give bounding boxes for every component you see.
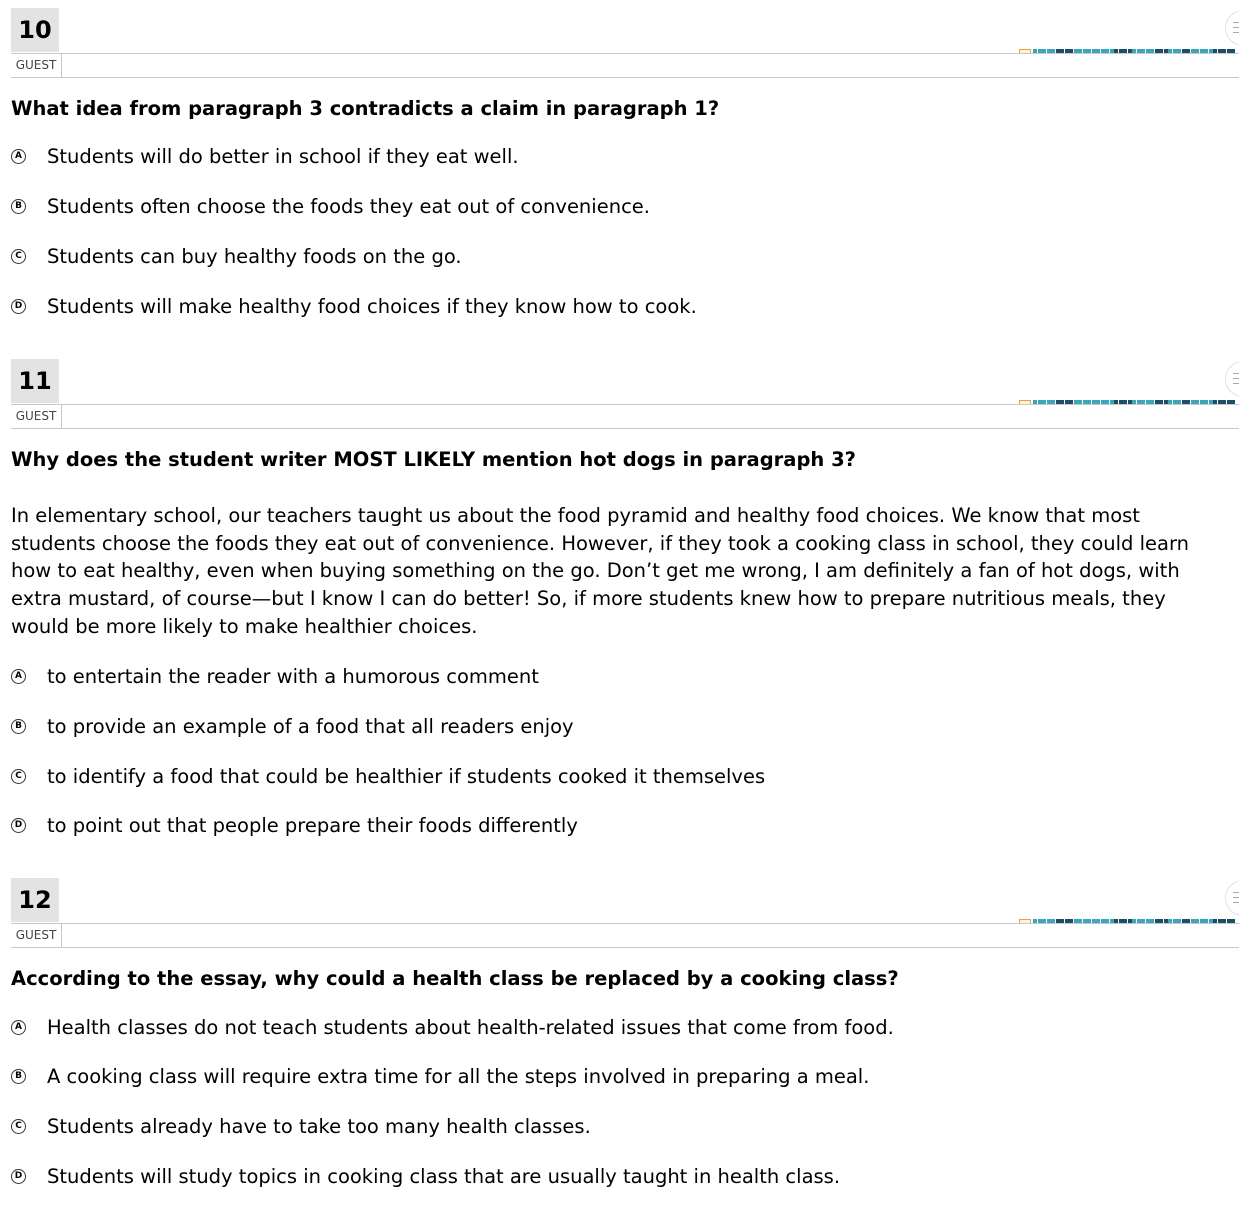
- answer-option-d[interactable]: [11, 1162, 840, 1190]
- question-text: Why does the student writer MOST LIKELY mention hot dogs in paragraph 3?: [11, 448, 856, 471]
- answer-option-a[interactable]: [11, 662, 539, 690]
- menu-icon[interactable]: [1225, 10, 1239, 46]
- passage-excerpt: In elementary school, our teachers taught us about the food pyramid and healthy food choices. We know that most students choose the foods they eat out of convenience. However, if they took a cooking class in school, they could learn how to eat healthy, even when buying something on the go. Don’t get me wrong, I am definitely a fan of hot dogs, with extra mustard, of course—but I know I can do better! So, if more students knew how to prepare nutritious meals, they would be more likely to make healthier choices.: [11, 504, 1190, 638]
- radio-c-icon[interactable]: C: [11, 1119, 26, 1134]
- radio-c-icon[interactable]: C: [11, 249, 26, 264]
- menu-icon[interactable]: [1225, 880, 1239, 916]
- option-text: Students already have to take too many health classes.: [47, 1114, 591, 1138]
- answer-option-c[interactable]: [11, 762, 765, 790]
- option-text: A cooking class will require extra time for all the steps involved in preparing a meal.: [47, 1064, 870, 1088]
- user-tag: GUEST: [11, 54, 62, 77]
- radio-c-icon[interactable]: C: [11, 769, 26, 784]
- radio-b-icon[interactable]: B: [11, 719, 26, 734]
- question-number: 10: [11, 8, 59, 52]
- user-tag: GUEST: [11, 405, 62, 428]
- answer-option-b[interactable]: [11, 1062, 869, 1090]
- answer-option-d[interactable]: [11, 292, 697, 320]
- option-text: to entertain the reader with a humorous comment: [47, 664, 539, 688]
- question-number: 11: [11, 359, 59, 403]
- menu-icon[interactable]: [1225, 361, 1239, 397]
- radio-d-icon[interactable]: D: [11, 1169, 26, 1184]
- answer-option-b[interactable]: [11, 192, 650, 220]
- option-text: Students will study topics in cooking class that are usually taught in health class.: [47, 1164, 841, 1188]
- answer-option-c[interactable]: [11, 242, 462, 270]
- answer-option-d[interactable]: [11, 811, 578, 839]
- radio-a-icon[interactable]: A: [11, 1020, 26, 1035]
- option-text: Students will make healthy food choices if they know how to cook.: [47, 294, 697, 318]
- radio-a-icon[interactable]: A: [11, 669, 26, 684]
- answer-option-c[interactable]: [11, 1112, 591, 1140]
- option-text: Students can buy healthy foods on the go.: [47, 244, 462, 268]
- option-text: Health classes do not teach students about health-related issues that come from food.: [47, 1015, 894, 1039]
- option-text: Students will do better in school if they eat well.: [47, 144, 519, 168]
- question-number: 12: [11, 878, 59, 922]
- option-text: to identify a food that could be healthier if students cooked it themselves: [47, 764, 766, 788]
- radio-b-icon[interactable]: B: [11, 199, 26, 214]
- question-text: What idea from paragraph 3 contradicts a claim in paragraph 1?: [11, 97, 720, 120]
- answer-option-b[interactable]: [11, 712, 574, 740]
- radio-a-icon[interactable]: A: [11, 149, 26, 164]
- radio-b-icon[interactable]: B: [11, 1069, 26, 1084]
- radio-d-icon[interactable]: D: [11, 818, 26, 833]
- radio-d-icon[interactable]: D: [11, 299, 26, 314]
- question-text: According to the essay, why could a health class be replaced by a cooking class?: [11, 967, 899, 990]
- user-tag: GUEST: [11, 924, 62, 947]
- option-text: Students often choose the foods they eat out of convenience.: [47, 194, 650, 218]
- option-text: to provide an example of a food that all readers enjoy: [47, 714, 574, 738]
- option-text: to point out that people prepare their foods differently: [47, 813, 578, 837]
- answer-option-a[interactable]: [11, 142, 519, 170]
- answer-option-a[interactable]: [11, 1013, 894, 1041]
